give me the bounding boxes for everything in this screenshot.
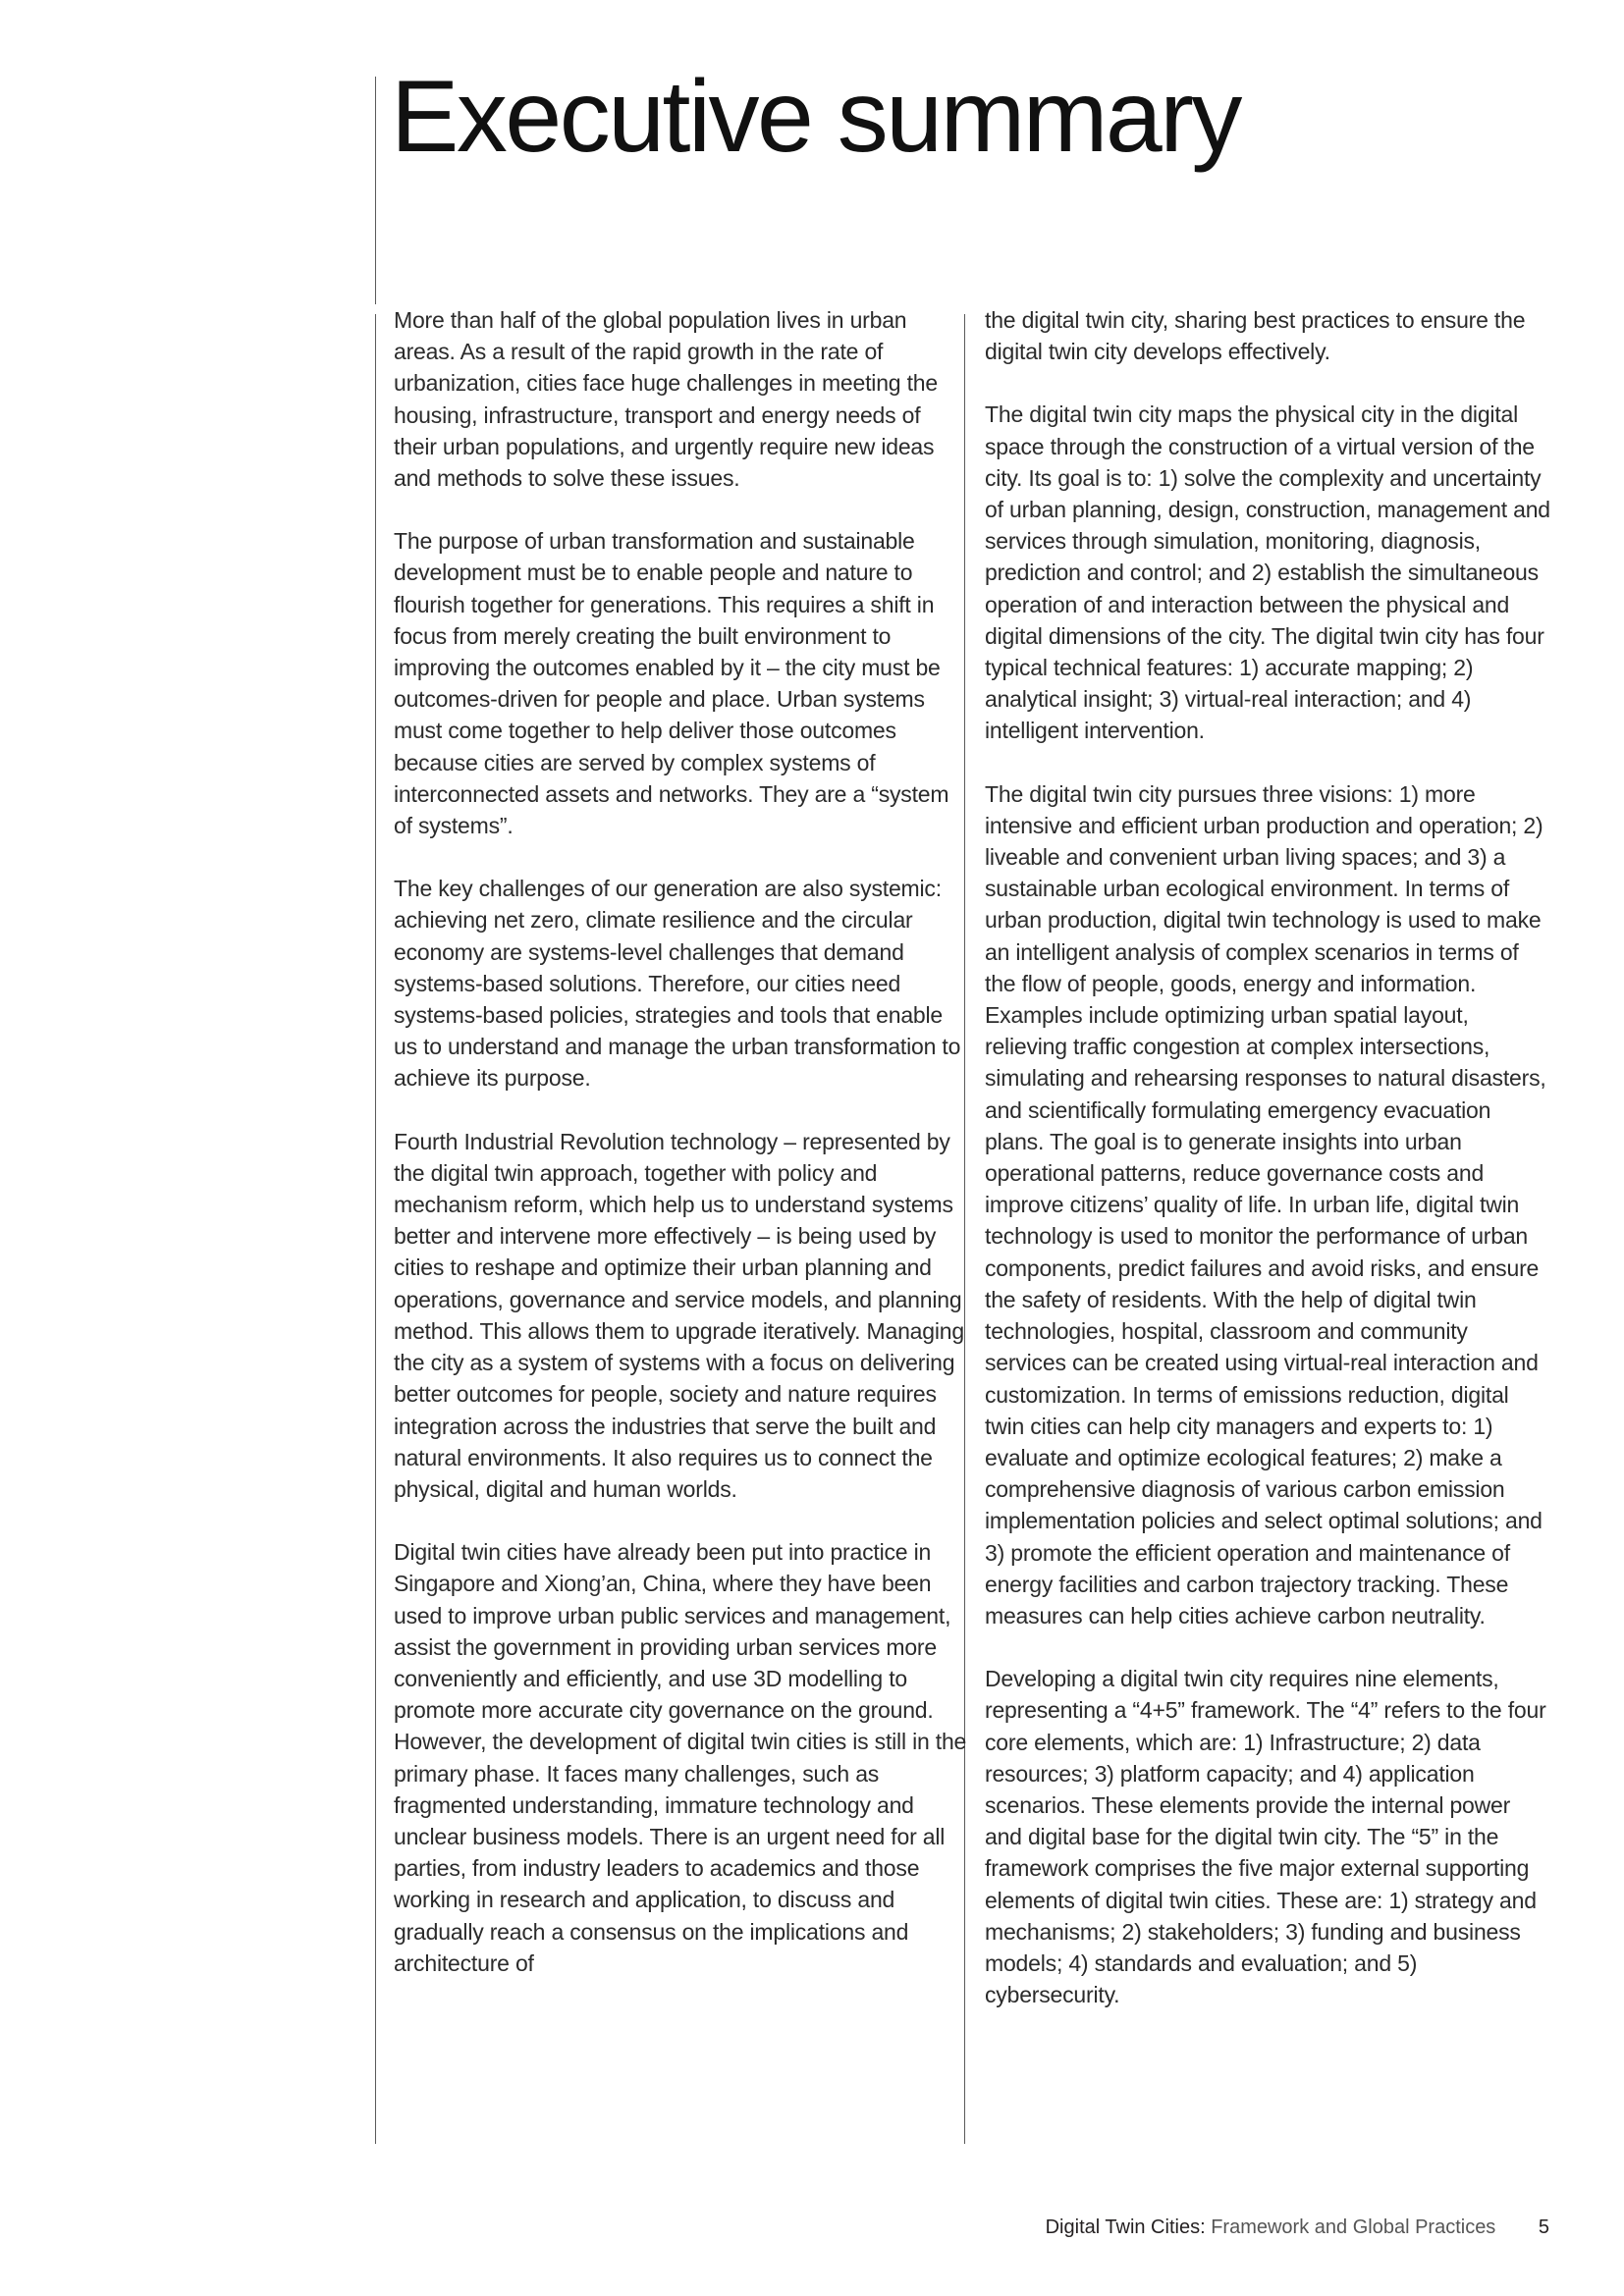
paragraph: the digital twin city, sharing best practices to ensure the digital twin city develops effectively.: [985, 307, 1526, 365]
paragraph: The digital twin city maps the physical city in the digital space through the construction of a virtual version of the city. Its goal is to: 1) solve the complexity and uncertainty of urban planning, design, construction, management and services through simulation, monitoring, diagnosis, prediction and control; and 2) establish the simultaneous operation of and interaction between the physical and digital dimensions of the city. The digital twin city has four typical technical features: 1) accurate mapping; 2) analytical insight; 3) virtual-real interaction; and 4) intelligent intervention.: [985, 401, 1550, 744]
footer-document-subtitle: Framework and Global Practices: [1211, 2216, 1496, 2238]
paragraph: The purpose of urban transformation and sustainable development must be to enable people and nature to flourish together for generations. This requires a shift in focus from merely creating the built environment to improving the outcomes enabled by it – the city must be outcomes-driven for people and place. Urban systems must come together to help deliver those outcomes because cities are served by complex systems of interconnected assets and networks. They are a “system of systems”.: [394, 528, 949, 839]
page-number: 5: [1538, 2216, 1549, 2238]
title-divider: [375, 77, 376, 304]
page-title: Executive summary: [391, 60, 1240, 174]
right-text-column: [985, 304, 1552, 2010]
left-column-divider: [375, 314, 376, 2144]
paragraph: Fourth Industrial Revolution technology – represented by the digital twin approach, together with policy and mechanism reform, which help us to understand systems better and intervene more effectively – is being used by cities to reshape and optimize their urban planning and operations, governance and service models, and planning method. This allows them to upgrade iteratively. Managing the city as a system of systems with a focus on delivering better outcomes for people, society and nature requires integration across the industries that serve the built and natural environments. It also requires us to connect the physical, digital and human worlds.: [394, 1128, 964, 1502]
footer-document-title: Digital Twin Cities:: [1045, 2216, 1206, 2238]
paragraph: The digital twin city pursues three visions: 1) more intensive and efficient urban production and operation; 2) liveable and convenient urban living spaces; and 3) a sustainable urban ecological environment. In terms of urban production, digital twin technology is used to make an intelligent analysis of complex scenarios in terms of the flow of people, goods, energy and information. Examples include optimizing urban spatial layout, relieving traffic congestion at complex intersections, simulating and rehearsing responses to natural disasters, and scientifically formulating emergency evacuation plans. The goal is to generate insights into urban operational patterns, reduce governance costs and improve citizens’ quality of life. In urban life, digital twin technology is used to monitor the performance of urban components, predict failures and avoid risks, and ensure the safety of residents. With the help of digital twin technologies, hospital, classroom and community services can be created using virtual-real interaction and customization. In terms of emissions reduction, digital twin cities can help city managers and experts to: 1) evaluate and optimize ecological features; 2) make a comprehensive diagnosis of various carbon emission implementation policies and select optimal solutions; and 3) promote the efficient operation and maintenance of energy facilities and carbon trajectory tracking. These measures can help cities achieve carbon neutrality.: [985, 780, 1546, 1629]
page-footer: [982, 2216, 1549, 2239]
left-text-column: [394, 304, 968, 1979]
paragraph: Developing a digital twin city requires nine elements, representing a “4+5” framework. The “4” refers to the four core elements, which are: 1) Infrastructure; 2) data resources; 3) platform capacity; and 4) application scenarios. These elements provide the internal power and digital base for the digital twin city. The “5” in the framework comprises the five major external supporting elements of digital twin cities. These are: 1) strategy and mechanisms; 2) stakeholders; 3) funding and business models; 4) standards and evaluation; and 5) cybersecurity.: [985, 1666, 1546, 2008]
paragraph: The key challenges of our generation are also systemic: achieving net zero, climate resilience and the circular economy are systems-level challenges that demand systems-based solutions. Therefore, our cities need systems-based policies, strategies and tools that enable us to understand and manage the urban transformation to achieve its purpose.: [394, 876, 961, 1092]
paragraph: More than half of the global population lives in urban areas. As a result of the rapid growth in the rate of urbanization, cities face huge challenges in meeting the housing, infrastructure, transport and energy needs of their urban populations, and urgently require new ideas and methods to solve these issues.: [394, 307, 938, 492]
paragraph: Digital twin cities have already been put into practice in Singapore and Xiong’an, China, where they have been used to improve urban public services and management, assist the government in providing urban services more conveniently and efficiently, and use 3D modelling to promote more accurate city governance on the ground. However, the development of digital twin cities is still in the primary phase. It faces many challenges, such as fragmented understanding, immature technology and unclear business models. There is an urgent need for all parties, from industry leaders to academics and those working in research and application, to discuss and gradually reach a consensus on the implications and architecture of: [394, 1539, 967, 1976]
